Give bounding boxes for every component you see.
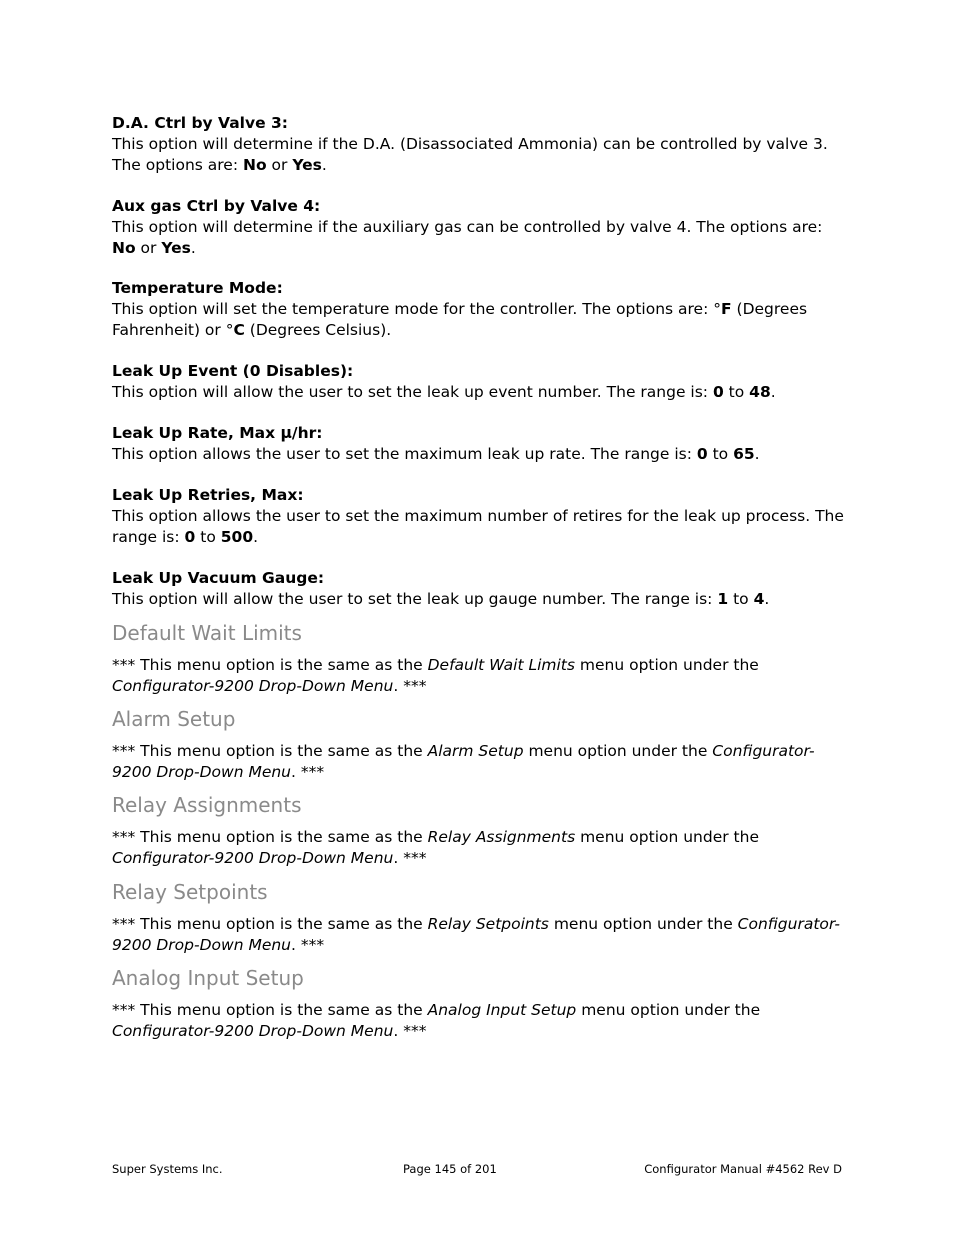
option-title: Leak Up Event (0 Disables):	[112, 362, 354, 380]
option-leak-up-event	[112, 361, 847, 403]
footer-company: Super Systems Inc.	[112, 1162, 223, 1176]
option-aux-gas-ctrl-valve-4	[112, 196, 847, 259]
option-da-ctrl-valve-3	[112, 113, 847, 176]
section-heading-analog-input-setup: Analog Input Setup	[112, 966, 304, 990]
section-text-analog-input-setup: *** This menu option is the same as the Analog Input Setup menu option under the Configurator-9200 Drop-Down Menu. ***	[112, 1001, 761, 1040]
option-title: D.A. Ctrl by Valve 3:	[112, 114, 288, 132]
option-description: This option will allow the user to set the leak up event number. The range is: 0 to 48.	[112, 383, 776, 401]
page-footer	[112, 1162, 842, 1180]
option-description: This option will allow the user to set the leak up gauge number. The range is: 1 to 4.	[112, 590, 770, 608]
option-title: Aux gas Ctrl by Valve 4:	[112, 197, 321, 215]
option-title: Leak Up Rate, Max μ/hr:	[112, 424, 323, 442]
option-title: Leak Up Vacuum Gauge:	[112, 569, 325, 587]
option-leak-up-rate-max	[112, 423, 847, 465]
section-heading-default-wait-limits: Default Wait Limits	[112, 621, 302, 645]
option-leak-up-vacuum-gauge	[112, 568, 847, 610]
option-title: Temperature Mode:	[112, 279, 283, 297]
option-description: This option allows the user to set the maximum leak up rate. The range is: 0 to 65.	[112, 445, 760, 463]
option-description: This option will determine if the D.A. (Disassociated Ammonia) can be controlled by valve 3. The options are: No or Yes.	[112, 135, 828, 174]
section-text-relay-setpoints: *** This menu option is the same as the Relay Setpoints menu option under the Configurator-9200 Drop-Down Menu. ***	[112, 915, 841, 954]
section-heading-relay-assignments: Relay Assignments	[112, 793, 302, 817]
section-heading-relay-setpoints: Relay Setpoints	[112, 880, 268, 904]
option-temperature-mode	[112, 278, 847, 341]
footer-manual-id: Configurator Manual #4562 Rev D	[644, 1162, 842, 1176]
section-text-default-wait-limits: *** This menu option is the same as the Default Wait Limits menu option under the Configurator-9200 Drop-Down Menu. ***	[112, 656, 759, 695]
option-title: Leak Up Retries, Max:	[112, 486, 304, 504]
option-description: This option will set the temperature mode for the controller. The options are: °F (Degrees Fahrenheit) or °C (Degrees Celsius).	[112, 300, 808, 339]
section-text-alarm-setup: *** This menu option is the same as the Alarm Setup menu option under the Configurator-9200 Drop-Down Menu. ***	[112, 742, 815, 781]
section-text-relay-assignments: *** This menu option is the same as the Relay Assignments menu option under the Configurator-9200 Drop-Down Menu. ***	[112, 828, 759, 867]
section-heading-alarm-setup: Alarm Setup	[112, 707, 236, 731]
footer-page-number: Page 145 of 201	[403, 1162, 497, 1176]
option-description: This option will determine if the auxiliary gas can be controlled by valve 4. The options are: No or Yes.	[112, 218, 823, 257]
option-leak-up-retries-max	[112, 485, 847, 548]
option-description: This option allows the user to set the maximum number of retires for the leak up process. The range is: 0 to 500.	[112, 507, 844, 546]
